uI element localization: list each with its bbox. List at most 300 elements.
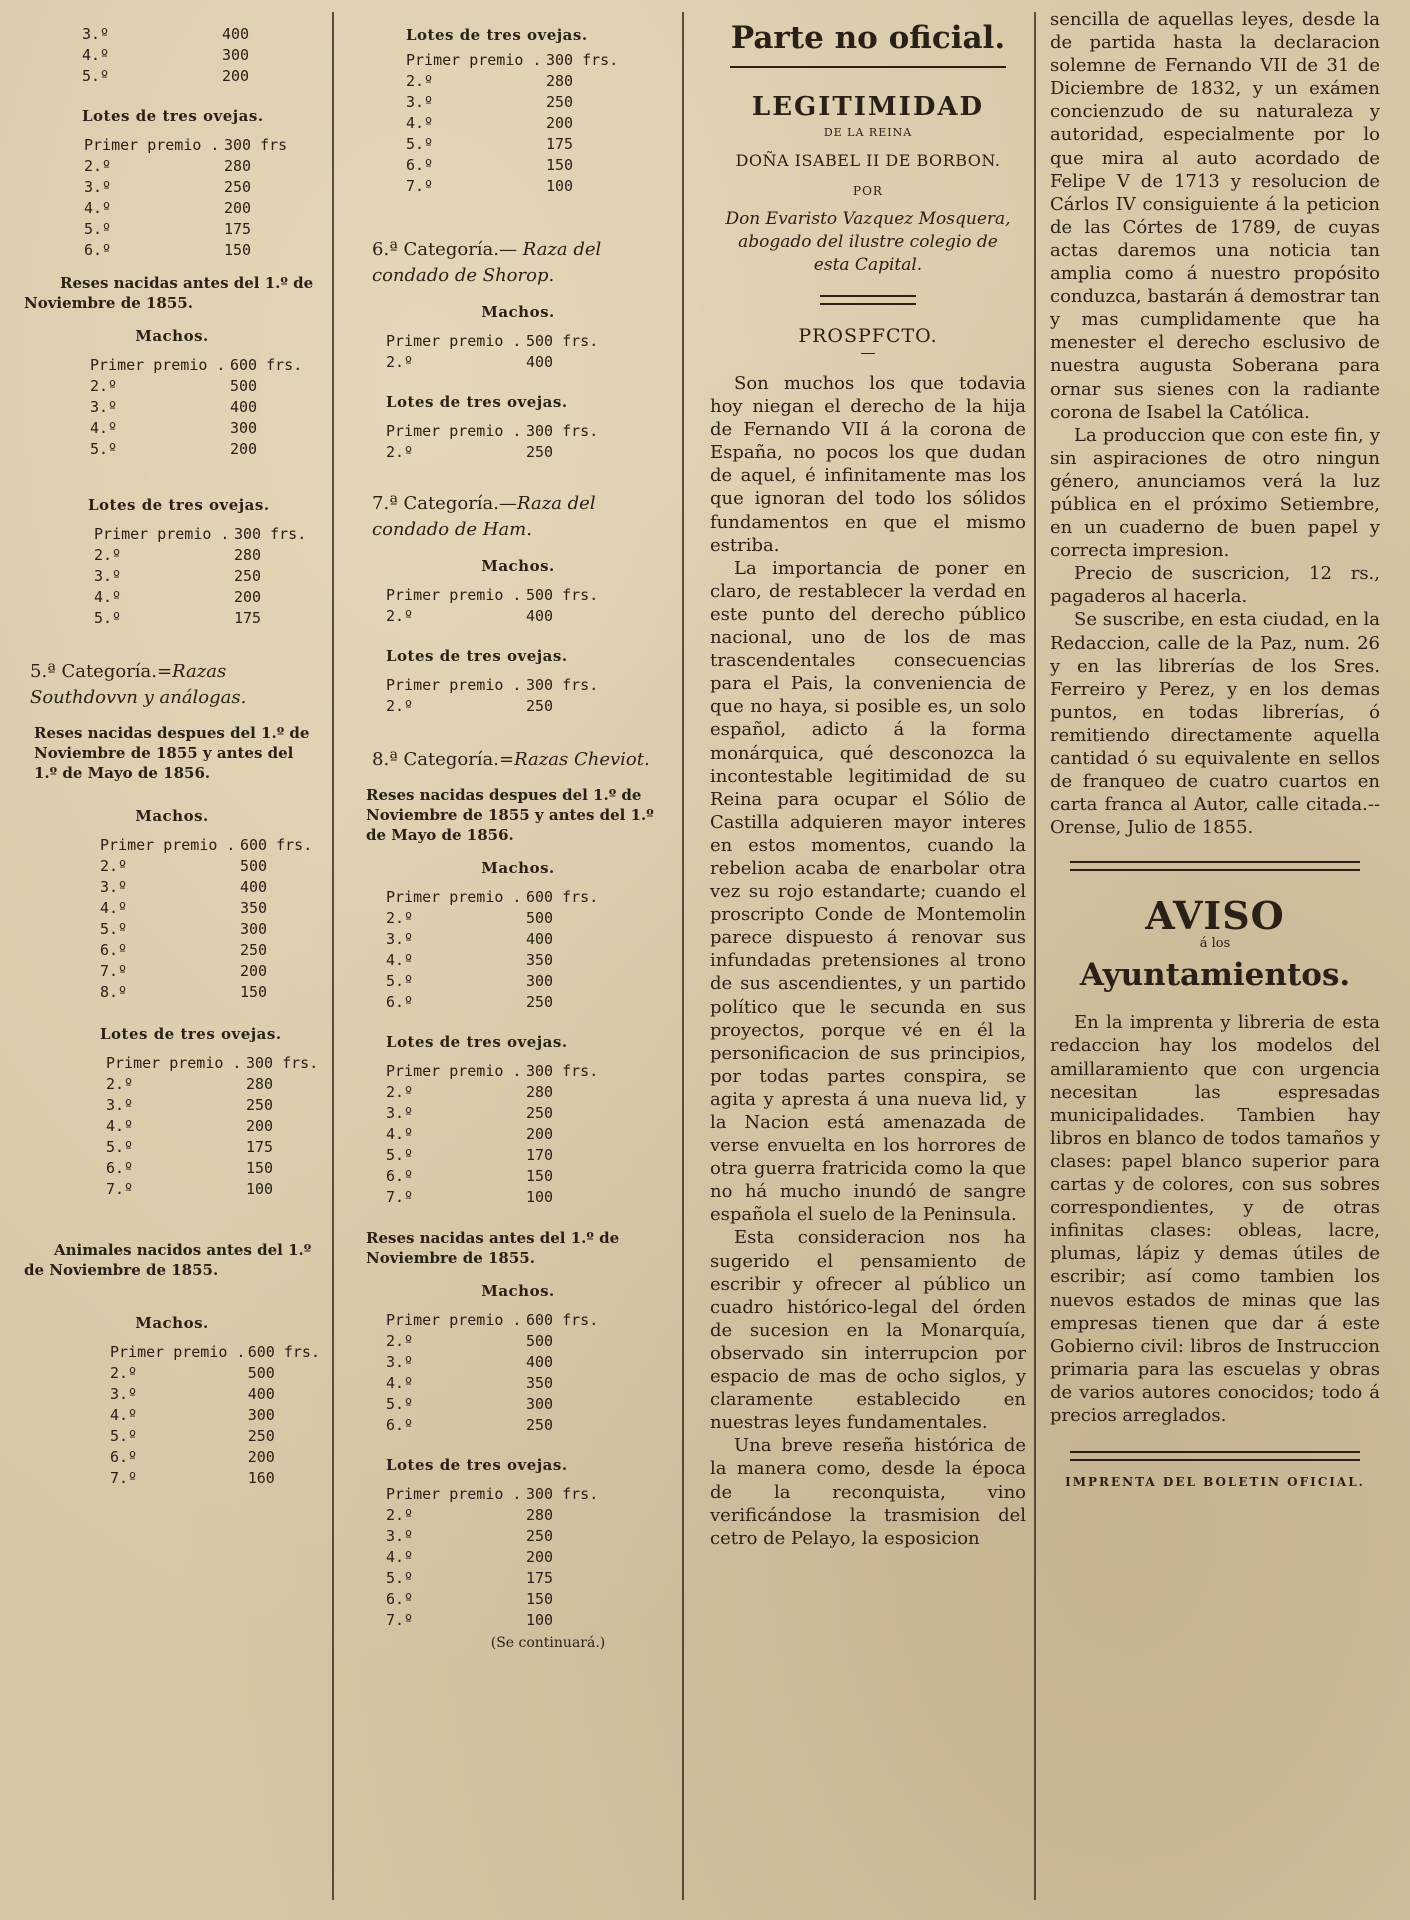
prize-amount: 300 — [230, 419, 258, 437]
prize-rank: 2.º — [386, 909, 414, 927]
prize-amount: 175 — [526, 1569, 554, 1587]
column-4 — [1040, 0, 1410, 1920]
prize-rank: 2.º — [386, 1506, 414, 1524]
prize-amount: 175 — [234, 609, 262, 627]
prize-row — [386, 887, 598, 908]
prize-rank: Primer premio . — [386, 888, 522, 906]
paragraph: En la imprenta y libreria de esta redaccion hay los modelos del amillaramiento que con urgencia necesitan las espresadas municipalidades. Tambien hay libros en blanco de todos tamaños y clases: papel blanco superior para cartas y de colores, con sus sobres correspondientes, y de otras infinitas clases: obleas, lacre, plumas, lápiz y demas útiles de escribir; así como tambien los nuevos estados de minas que las empresas tienen que dar á este Gobierno civil: libros de Instruccion primaria para las escuelas y obras de varios autores conocidos; todo á precios arreglados. — [1050, 1012, 1380, 1426]
prize-row — [386, 331, 598, 352]
prize-rank: 2.º — [100, 857, 128, 875]
prize-amount: 250 — [240, 941, 268, 959]
prize-rank: 5.º — [386, 972, 414, 990]
prize-row — [386, 1352, 598, 1373]
prize-rank: 5.º — [386, 1569, 414, 1587]
prize-amount: 200 — [230, 440, 258, 458]
prize-amount: 600 frs. — [526, 1311, 599, 1329]
prize-row — [386, 1166, 598, 1187]
prize-amount: 300 — [526, 972, 554, 990]
prize-rank: Primer premio . — [386, 586, 522, 604]
prize-rank: 2.º — [110, 1364, 138, 1382]
column-2 — [338, 0, 678, 1920]
prize-row — [90, 397, 302, 418]
section-heading: Machos. — [135, 1314, 209, 1332]
prize-amount: 300 frs — [224, 136, 288, 154]
prize-row — [406, 71, 618, 92]
prize-amount: 280 — [526, 1506, 554, 1524]
prize-rank: Primer premio . — [110, 1343, 246, 1361]
prize-row — [386, 971, 598, 992]
prize-rank: 4.º — [100, 899, 128, 917]
prize-rank: 5.º — [386, 1146, 414, 1164]
category-heading — [372, 237, 670, 289]
prize-amount: 500 — [247, 1364, 275, 1382]
prize-amount: 300 frs. — [526, 1062, 599, 1080]
prize-amount: 150 — [526, 1167, 554, 1185]
prize-rank: 2.º — [386, 607, 414, 625]
prize-rank: Primer premio . — [90, 356, 226, 374]
prize-rank: 2.º — [90, 377, 118, 395]
prize-amount: 200 — [247, 1448, 275, 1466]
prize-row — [106, 1095, 318, 1116]
prize-amount: 300 — [240, 920, 268, 938]
prize-rank: 4.º — [386, 951, 414, 969]
category-number: 8.ª Categoría.= — [372, 749, 515, 770]
prize-rank: Primer premio . — [386, 1485, 522, 1503]
prize-amount: 400 — [526, 353, 554, 371]
prize-row — [386, 1505, 598, 1526]
section-title: Parte no oficial. — [730, 20, 1006, 56]
prize-row — [82, 45, 249, 66]
category-heading — [372, 491, 670, 543]
prize-row — [82, 24, 249, 45]
prize-amount: 500 — [240, 857, 268, 875]
prize-row — [94, 545, 306, 566]
prize-rank: 5.º — [94, 609, 122, 627]
prize-row — [106, 1074, 318, 1095]
continued-note: (Se continuará.) — [490, 1635, 606, 1651]
prize-amount: 600 frs. — [526, 888, 599, 906]
column-1 — [0, 0, 328, 1920]
prize-rank: 3.º — [386, 1104, 414, 1122]
paragraph: Una breve reseña histórica de la manera como, desde la época de la reconquista, vino verificándose la trasmision del cetro de Pelayo, la esposicion — [710, 1435, 1026, 1549]
prize-table — [100, 835, 312, 1003]
prize-rank: 3.º — [100, 878, 128, 896]
prize-rank: 3.º — [106, 1096, 134, 1114]
column-rule-3 — [1034, 12, 1036, 1900]
prize-row — [386, 1124, 598, 1145]
prize-rank: 4.º — [110, 1406, 138, 1424]
prize-amount: 200 — [546, 114, 574, 132]
prize-row — [94, 608, 306, 629]
prize-amount: 250 — [526, 993, 554, 1011]
prize-row — [100, 940, 312, 961]
prize-rank: 3.º — [82, 25, 110, 43]
category-name: Raza del condado de Shorop. — [372, 239, 602, 286]
prize-rank: Primer premio . — [386, 676, 522, 694]
prize-row — [110, 1342, 320, 1363]
prize-rank: 7.º — [386, 1611, 414, 1629]
prize-rank: 4.º — [90, 419, 118, 437]
prize-amount: 280 — [546, 72, 574, 90]
prize-row — [406, 113, 618, 134]
prize-row — [110, 1468, 320, 1489]
prize-amount: 300 — [222, 46, 250, 64]
section-heading: Lotes de tres ovejas. — [386, 647, 568, 665]
section-heading: Lotes de tres ovejas. — [386, 1033, 568, 1051]
prize-amount: 175 — [224, 220, 252, 238]
prize-rank: 7.º — [386, 1188, 414, 1206]
prize-table — [94, 524, 306, 629]
prize-table — [110, 1342, 320, 1489]
prize-rank: 5.º — [100, 920, 128, 938]
prize-row — [94, 587, 306, 608]
prize-amount: 100 — [246, 1180, 274, 1198]
prize-rank: 3.º — [386, 1353, 414, 1371]
prize-rank: 2.º — [386, 443, 414, 461]
prize-rank: 4.º — [84, 199, 112, 217]
prize-row — [386, 992, 598, 1013]
prize-amount: 200 — [246, 1117, 274, 1135]
prize-rank: 5.º — [106, 1138, 134, 1156]
prize-table — [90, 355, 302, 460]
section-note: Animales nacidos antes del 1.º de Noviembre de 1855. — [24, 1241, 312, 1279]
prize-amount: 170 — [526, 1146, 554, 1164]
paragraph: Son muchos los que todavia hoy niegan el derecho de la hija de Fernando VII á la corona de España, no pocos los que dudan de aquel, é infinitamente mas los que ignoran del todo los sólidos fundamentos en que el mismo estriba. — [710, 373, 1026, 556]
prize-table — [106, 1053, 318, 1200]
paragraph: La importancia de poner en claro, de restablecer la verdad en este punto del derecho público nacional, uno de los de mas trascendentales consecuencias para el Pais, la conveniencia de que no haya, si posible es, un solo español, adicto á la forma monárquica, qué desconozca la incontestable legitimidad de su Reina para ocupar el Sólio de Castilla adquieren mayor interes en estos momentos, cuando la rebelion acaba de enarbolar otra vez su rojo estandarte; cuando el proscripto Conde de Montemolin parece dispuesto á renovar sus infundadas pretensiones al trono de sus ascendientes, y un partido político que le secunda en sus proyectos, porque vé en él la personificacion de sus principios, por todas partes conspira, se agita y apresta á una nueva lid, y la Nacion está amenazada de verse envuelta en los horrores de otra guerra fratricida como la que no há mucho inundó de sangre española el suelo de la Peninsula. — [710, 557, 1026, 1226]
prize-row — [90, 355, 302, 376]
prize-row — [106, 1137, 318, 1158]
headline: LEGITIMIDAD — [751, 92, 985, 122]
section-heading: Machos. — [481, 859, 555, 877]
author: Don Evaristo Vazquez Mosquera, abogado del ilustre colegio de esta Capital. — [725, 209, 1011, 275]
paragraph: Precio de suscricion, 12 rs., pagaderos al hacerla. — [1050, 563, 1380, 608]
prize-rank: 5.º — [406, 135, 434, 153]
prize-row — [386, 1547, 598, 1568]
category-number: 7.ª Categoría.— — [372, 493, 518, 514]
prize-amount: 500 — [526, 909, 554, 927]
prize-rank: 6.º — [100, 941, 128, 959]
prize-table — [386, 331, 598, 373]
notice-title: AVISO — [1145, 893, 1285, 939]
prize-amount: 200 — [240, 962, 268, 980]
prize-row — [386, 1061, 598, 1082]
prize-amount: 300 frs. — [526, 422, 599, 440]
prize-amount: 200 — [224, 199, 252, 217]
column-3 — [690, 0, 1032, 1920]
prize-rank: 4.º — [106, 1117, 134, 1135]
prize-amount: 300 frs. — [246, 1054, 319, 1072]
prize-amount: 300 — [247, 1406, 275, 1424]
prize-rank: Primer premio . — [386, 1062, 522, 1080]
prize-amount: 250 — [526, 1104, 554, 1122]
notice-heading: Ayuntamientos. — [1079, 957, 1351, 994]
prize-amount: 250 — [526, 697, 554, 715]
prize-amount: 500 — [526, 1332, 554, 1350]
prize-amount: 500 — [230, 377, 258, 395]
article-body — [710, 372, 1026, 1550]
section-heading: Machos. — [135, 327, 209, 345]
column-rule-2 — [682, 12, 684, 1900]
prize-table — [406, 50, 618, 197]
prize-rank: Primer premio . — [106, 1054, 242, 1072]
prize-amount: 300 frs. — [526, 676, 599, 694]
prize-row — [386, 908, 598, 929]
prize-table — [386, 675, 598, 717]
prize-amount: 500 frs. — [526, 332, 599, 350]
printer-imprint: IMPRENTA DEL BOLETIN OFICIAL. — [1065, 1475, 1365, 1490]
prize-rank: 6.º — [106, 1159, 134, 1177]
prize-row — [406, 50, 618, 71]
section-note: Reses nacidas despues del 1.º de Noviembre de 1855 y antes del 1.º de Mayo de 1856. — [34, 724, 310, 782]
prize-table — [386, 1310, 598, 1436]
prize-rank: 5.º — [110, 1427, 138, 1445]
prize-row — [386, 1145, 598, 1166]
prize-row — [386, 442, 598, 463]
prize-row — [84, 135, 287, 156]
prize-rank: 2.º — [386, 697, 414, 715]
prize-row — [100, 856, 312, 877]
prize-row — [110, 1405, 320, 1426]
category-name: Razas Southdovvn y análogas. — [30, 661, 247, 708]
prize-row — [84, 198, 287, 219]
category-number: 6.ª Categoría.— — [372, 239, 523, 260]
paragraph: Se suscribe, en esta ciudad, en la Redaccion, calle de la Paz, num. 26 y en las librerías de los Sres. Ferreiro y Perez, y en los demas puntos, en todas librerías, ó remitiendo directamente aquella cantidad ó su equivalente en sellos de franqueo de cuatro cuartos en carta franca al Autor, calle citada.--Orense, Julio de 1855. — [1050, 609, 1380, 839]
prize-row — [100, 877, 312, 898]
prize-row — [84, 156, 287, 177]
prize-amount: 200 — [526, 1125, 554, 1143]
section-note: Reses nacidas despues del 1.º de Noviembre de 1855 y antes del 1.º de Mayo de 1856. — [366, 786, 654, 844]
prize-rank: 3.º — [386, 1527, 414, 1545]
prize-row — [110, 1426, 320, 1447]
prize-row — [386, 1610, 598, 1631]
prize-row — [386, 1373, 598, 1394]
section-heading: Lotes de tres ovejas. — [82, 107, 264, 125]
prize-row — [100, 919, 312, 940]
prize-amount: 160 — [247, 1469, 275, 1487]
prize-amount: 250 — [526, 1527, 554, 1545]
prize-rank: 6.º — [386, 993, 414, 1011]
section-note: Reses nacidas antes del 1.º de Noviembre de 1855. — [24, 274, 314, 312]
prize-row — [386, 352, 598, 373]
prize-row — [386, 929, 598, 950]
section-heading: Machos. — [481, 557, 555, 575]
prize-amount: 280 — [526, 1083, 554, 1101]
prize-table — [386, 421, 598, 463]
prize-row — [386, 1484, 598, 1505]
divider — [730, 66, 1006, 68]
prize-amount: 600 frs. — [230, 356, 303, 374]
prize-rank: 3.º — [90, 398, 118, 416]
prize-table — [386, 585, 598, 627]
prize-amount: 280 — [224, 157, 252, 175]
paragraph: La produccion que con este fin, y sin aspiraciones de otro ningun género, anunciamos verá la luz pública en el próximo Setiembre, en un cuaderno de buen papel y correcta impresion. — [1050, 424, 1380, 562]
prize-rank: 2.º — [106, 1075, 134, 1093]
prize-amount: 250 — [526, 443, 554, 461]
prize-rank: 4.º — [386, 1125, 414, 1143]
prize-row — [90, 418, 302, 439]
prize-amount: 200 — [222, 67, 250, 85]
prize-row — [406, 92, 618, 113]
prize-row — [110, 1447, 320, 1468]
prize-row — [386, 1568, 598, 1589]
prize-rank: 2.º — [84, 157, 112, 175]
section-heading: Machos. — [135, 807, 209, 825]
divider — [861, 353, 875, 354]
prize-amount: 300 frs. — [234, 525, 307, 543]
prize-amount: 100 — [546, 177, 574, 195]
prize-row — [94, 566, 306, 587]
prize-table — [84, 135, 287, 261]
prize-amount: 350 — [526, 1374, 554, 1392]
category-name: Raza del condado de Ham. — [372, 493, 596, 540]
headline-sub: DE LA REINA — [823, 126, 913, 139]
prize-amount: 400 — [222, 25, 250, 43]
prize-row — [110, 1384, 320, 1405]
prize-rank: 6.º — [386, 1416, 414, 1434]
prospectus-heading: PROSPFCTO. — [798, 325, 938, 347]
prize-amount: 600 frs. — [240, 836, 313, 854]
paragraph: Esta consideracion nos ha sugerido el pensamiento de escribir y ofrecer al público un cuadro histórico-legal del órden de sucesion en la Monarquía, observado sin interrupcion por espacio de mas de ocho siglos, y claramente establecido en nuestras leyes fundamentales. — [710, 1227, 1026, 1434]
prize-rank: Primer premio . — [406, 51, 542, 69]
prize-amount: 100 — [526, 1611, 554, 1629]
section-heading: Lotes de tres ovejas. — [386, 1456, 568, 1474]
prize-amount: 200 — [234, 588, 262, 606]
prize-rank: Primer premio . — [386, 332, 522, 350]
prize-row — [386, 675, 598, 696]
prize-amount: 400 — [240, 878, 268, 896]
prize-rank: 6.º — [386, 1590, 414, 1608]
prize-rank: Primer premio . — [84, 136, 220, 154]
section-heading: Lotes de tres ovejas. — [100, 1025, 282, 1043]
prize-rank: Primer premio . — [386, 422, 522, 440]
prize-rank: 7.º — [106, 1180, 134, 1198]
prize-row — [106, 1158, 318, 1179]
prize-row — [100, 835, 312, 856]
prize-row — [386, 1331, 598, 1352]
prize-amount: 250 — [234, 567, 262, 585]
prize-row — [106, 1116, 318, 1137]
prize-amount: 280 — [246, 1075, 274, 1093]
prize-rank: 3.º — [406, 93, 434, 111]
prize-row — [84, 177, 287, 198]
prize-rank: Primer premio . — [386, 1311, 522, 1329]
prize-amount: 150 — [246, 1159, 274, 1177]
prize-row — [106, 1179, 318, 1200]
prize-row — [386, 1415, 598, 1436]
prize-row — [100, 961, 312, 982]
prize-amount: 280 — [234, 546, 262, 564]
prize-rank: 3.º — [94, 567, 122, 585]
prize-row — [386, 606, 598, 627]
prize-row — [386, 1187, 598, 1208]
prize-amount: 400 — [526, 930, 554, 948]
section-note: Reses nacidas antes del 1.º de Noviembre de 1855. — [366, 1229, 620, 1267]
section-heading: Lotes de tres ovejas. — [406, 26, 588, 44]
prize-rank: 4.º — [386, 1374, 414, 1392]
prize-amount: 200 — [526, 1548, 554, 1566]
prize-rank: 7.º — [406, 177, 434, 195]
prize-row — [110, 1363, 320, 1384]
category-heading — [372, 747, 670, 773]
prize-row — [386, 1103, 598, 1124]
prize-row — [84, 240, 287, 261]
prize-rank: 5.º — [82, 67, 110, 85]
prize-amount: 175 — [546, 135, 574, 153]
prize-rank: 8.º — [100, 983, 128, 1001]
prize-amount: 300 frs. — [526, 1485, 599, 1503]
prize-row — [100, 898, 312, 919]
prize-amount: 300 frs. — [546, 51, 619, 69]
prize-row — [94, 524, 306, 545]
prize-rank: 5.º — [84, 220, 112, 238]
prize-rank: 5.º — [90, 440, 118, 458]
notice-sub: á los — [1199, 936, 1231, 952]
headline-queen: DOÑA ISABEL II DE BORBON. — [735, 151, 1001, 170]
prize-table — [386, 1061, 598, 1208]
prize-rank: Primer premio . — [94, 525, 230, 543]
prize-amount: 400 — [526, 607, 554, 625]
section-heading: Machos. — [481, 303, 555, 321]
prize-row — [82, 66, 249, 87]
prize-rank: 6.º — [386, 1167, 414, 1185]
prize-rank: 2.º — [386, 1332, 414, 1350]
section-heading: Machos. — [481, 1282, 555, 1300]
prize-row — [406, 176, 618, 197]
prize-row — [386, 1589, 598, 1610]
divider — [820, 295, 916, 305]
prize-row — [386, 950, 598, 971]
prize-amount: 250 — [247, 1427, 275, 1445]
prize-amount: 250 — [526, 1416, 554, 1434]
prize-rank: 2.º — [386, 353, 414, 371]
divider — [1070, 1451, 1360, 1461]
prize-amount: 250 — [246, 1096, 274, 1114]
prize-row — [106, 1053, 318, 1074]
notice-body — [1050, 1011, 1380, 1427]
prize-amount: 350 — [240, 899, 268, 917]
prize-rank: 4.º — [82, 46, 110, 64]
prize-rank: Primer premio . — [100, 836, 236, 854]
prize-amount: 600 frs. — [247, 1343, 320, 1361]
prize-rank: 4.º — [94, 588, 122, 606]
category-heading — [30, 659, 320, 711]
prize-table — [386, 887, 598, 1013]
prize-amount: 150 — [526, 1590, 554, 1608]
prize-row — [84, 219, 287, 240]
prize-row — [406, 155, 618, 176]
by-line: POR — [853, 184, 883, 198]
prize-row — [386, 585, 598, 606]
prize-rank: 6.º — [110, 1448, 138, 1466]
prize-amount: 500 frs. — [526, 586, 599, 604]
prize-amount: 150 — [240, 983, 268, 1001]
prize-rank: 4.º — [406, 114, 434, 132]
section-heading: Lotes de tres ovejas. — [88, 496, 270, 514]
prize-amount: 400 — [247, 1385, 275, 1403]
prize-row — [386, 696, 598, 717]
prize-rank: 3.º — [386, 930, 414, 948]
prize-row — [406, 134, 618, 155]
prize-row — [100, 982, 312, 1003]
prize-amount: 100 — [526, 1188, 554, 1206]
prize-amount: 150 — [546, 156, 574, 174]
prize-amount: 250 — [224, 178, 252, 196]
prize-amount: 400 — [230, 398, 258, 416]
prize-row — [386, 1394, 598, 1415]
column-rule-1 — [332, 12, 334, 1900]
prize-amount: 175 — [246, 1138, 274, 1156]
